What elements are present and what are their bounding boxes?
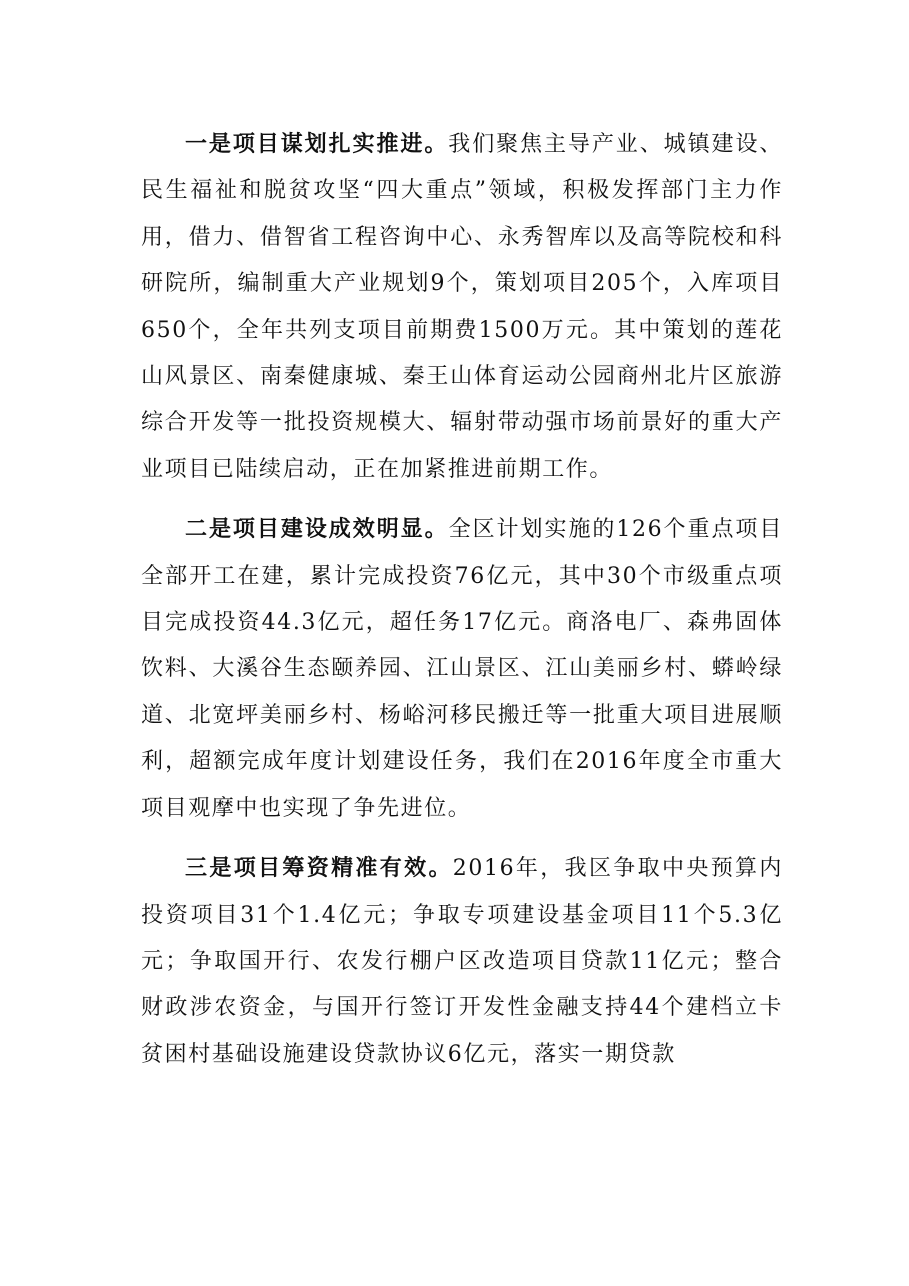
document-body <box>141 122 783 1092</box>
paragraph-project-planning <box>141 122 783 493</box>
paragraph-lead: 一是项目谋划扎实推进。 <box>185 132 449 157</box>
paragraph-text: 我们聚焦主导产业、城镇建设、民生福祉和脱贫攻坚“四大重点”领域，积极发挥部门主力作用，借力、借智省工程咨询中心、永秀智库以及高等院校和科研院所，编制重大产业规划9个，策划项目205个，入库项目650个，全年共列支项目前期费1500万元。其中策划的莲花山风景区、南秦健康城、秦王山体育运动公园商州北片区旅游综合开发等一批投资规模大、辐射带动强市场前景好的重大产业项目已陆续启动，正在加紧推进前期工作。 <box>141 132 783 482</box>
paragraph-lead: 二是项目建设成效明显。 <box>185 517 449 543</box>
paragraph-lead: 三是项目筹资精准有效。 <box>185 856 453 882</box>
paragraph-text: 全区计划实施的126个重点项目全部开工在建，累计完成投资76亿元，其中30个市级重点项目完成投资44.3亿元，超任务17亿元。商洛电厂、森弗固体饮料、大溪谷生态颐养园、江山景区、江山美丽乡村、蟒岭绿道、北宽坪美丽乡村、杨峪河移民搬迁等一批重大项目进展顺利，超额完成年度计划建设任务，我们在2016年度全市重大项目观摩中也实现了争先进位。 <box>141 517 783 821</box>
paragraph-project-construction <box>141 507 783 832</box>
paragraph-project-financing <box>141 846 783 1078</box>
paragraph-text: 2016年，我区争取中央预算内投资项目31个1.4亿元；争取专项建设基金项目11个5.3亿元；争取国开行、农发行棚户区改造项目贷款11亿元；整合财政涉农资金，与国开行签订开发性金融支持44个建档立卡贫困村基础设施建设贷款协议6亿元，落实一期贷款 <box>141 856 783 1067</box>
